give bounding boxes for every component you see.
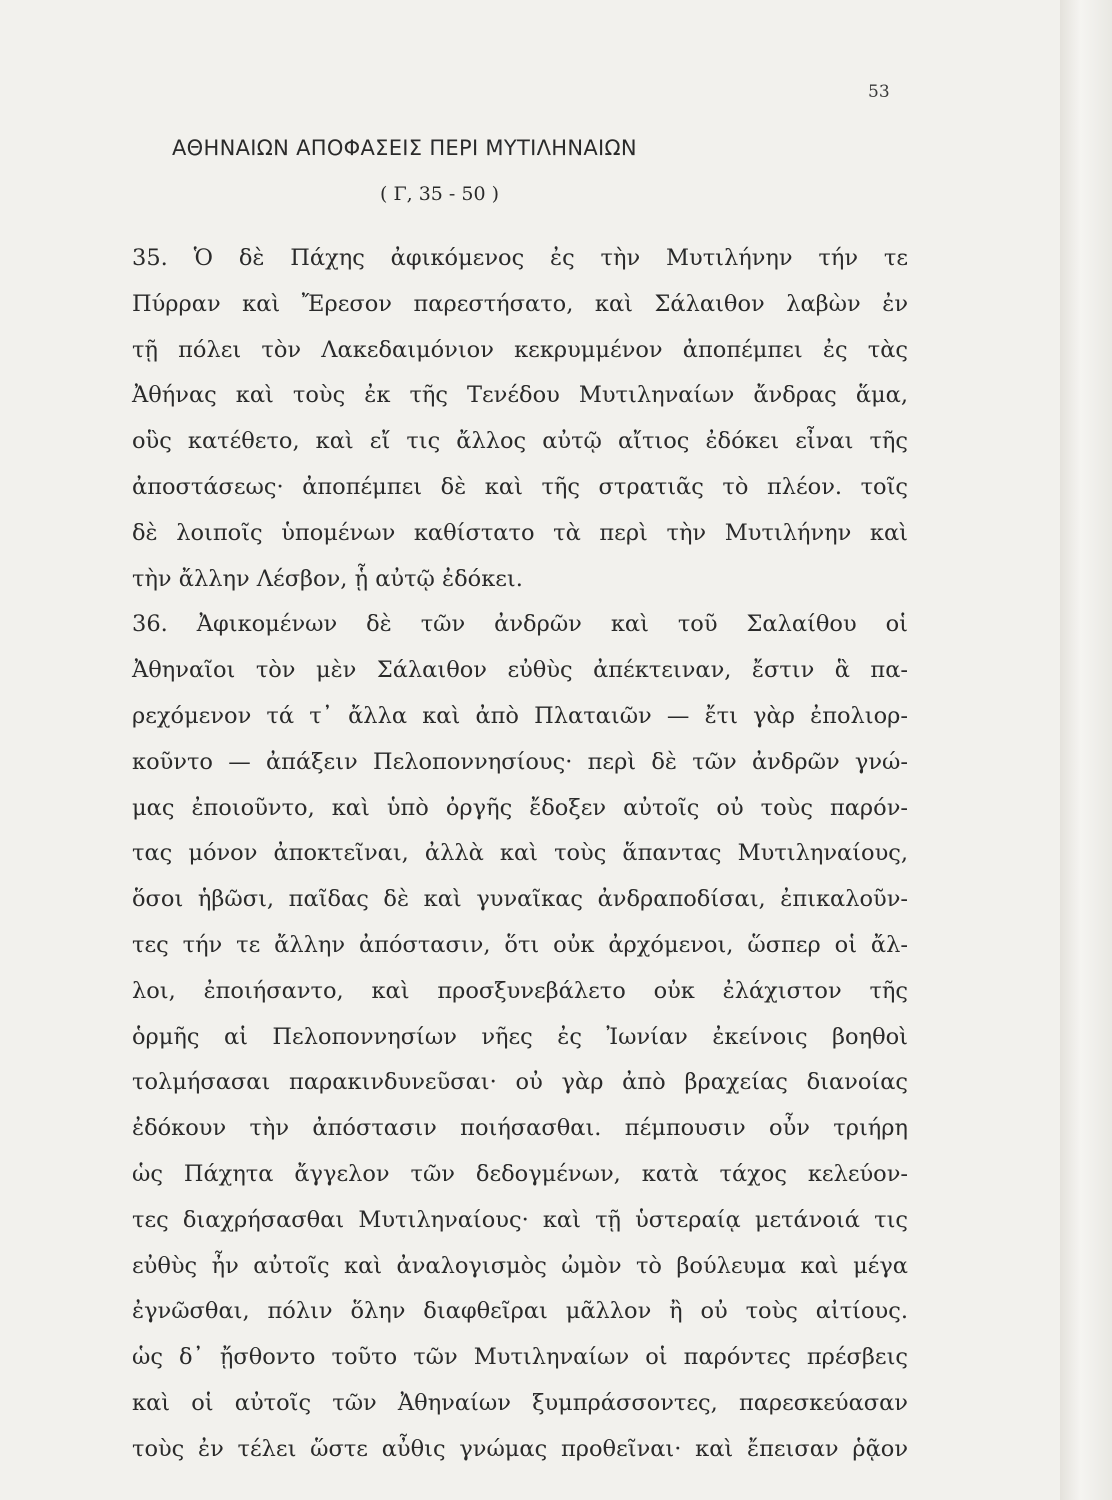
text-line: δὲ λοιποῖς ὑπομένων καθίστατο τὰ περὶ τὴν Μυτιλήνην καὶ: [132, 519, 908, 546]
text-line: ἀποστάσεως· ἀποπέμπει δὲ καὶ τῆς στρατιᾶς τὸ πλέον. τοῖς: [132, 473, 908, 500]
text-line: τες τήν τε ἄλλην ἀπόστασιν, ὅτι οὐκ ἀρχόμενοι, ὥσπερ οἱ ἄλ-: [132, 931, 908, 958]
text-line: ὅσοι ἡβῶσι, παῖδας δὲ καὶ γυναῖκας ἀνδραποδίσαι, ἐπικαλοῦν-: [132, 886, 908, 913]
text-line: ὡς Πάχητα ἄγγελον τῶν δεδογμένων, κατὰ τάχος κελεύον-: [132, 1160, 908, 1187]
text-line: μας ἐποιοῦντο, καὶ ὑπὸ ὀργῆς ἔδοξεν αὐτοῖς οὐ τοὺς παρόν-: [132, 794, 908, 821]
text-line: τὴν ἄλλην Λέσβον, ᾗ αὐτῷ ἐδόκει.: [132, 565, 523, 592]
chapter-range: ( Γ, 35 - 50 ): [380, 183, 500, 205]
text-line: τας μόνον ἀποκτεῖναι, ἀλλὰ καὶ τοὺς ἅπαντας Μυτιληναίους,: [132, 840, 908, 867]
text-line: ἐδόκουν τὴν ἀπόστασιν ποιήσασθαι. πέμπουσιν οὖν τριήρη: [132, 1115, 908, 1142]
text-line: 35. Ὁ δὲ Πάχης ἀφικόμενος ἐς τὴν Μυτιλήνην τήν τε: [132, 245, 908, 271]
text-line: Ἀθήνας καὶ τοὺς ἐκ τῆς Τενέδου Μυτιληναίων ἄνδρας ἅμα,: [132, 382, 908, 409]
text-line: τῇ πόλει τὸν Λακεδαιμόνιον κεκρυμμένον ἀποπέμπει ἐς τὰς: [132, 336, 908, 363]
text-line: κοῦντο — ἀπάξειν Πελοποννησίους· περὶ δὲ τῶν ἀνδρῶν γνώ-: [132, 748, 908, 775]
text-line: ἐγνῶσθαι, πόλιν ὅλην διαφθεῖραι μᾶλλον ἢ οὐ τοὺς αἰτίους.: [132, 1298, 908, 1325]
text-body: [132, 236, 908, 1473]
text-line: οὓς κατέθετο, καὶ εἴ τις ἄλλος αὐτῷ αἴτιος ἐδόκει εἶναι τῆς: [132, 428, 908, 455]
text-line: ρεχόμενον τά τ᾽ ἄλλα καὶ ἀπὸ Πλαταιῶν — ἔτι γὰρ ἐπολιορ-: [132, 702, 908, 729]
text-line: 36. Ἀφικομένων δὲ τῶν ἀνδρῶν καὶ τοῦ Σαλαίθου οἱ: [132, 611, 908, 638]
text-line: τοὺς ἐν τέλει ὥστε αὖθις γνώμας προθεῖναι· καὶ ἔπεισαν ῥᾷον: [132, 1435, 908, 1462]
text-line: τολμήσασαι παρακινδυνεῦσαι· οὐ γὰρ ἀπὸ βραχείας διανοίας: [132, 1069, 908, 1096]
text-line: Ἀθηναῖοι τὸν μὲν Σάλαιθον εὐθὺς ἀπέκτειναν, ἔστιν ἃ πα-: [132, 657, 908, 684]
text-line: καὶ οἱ αὐτοῖς τῶν Ἀθηναίων ξυμπράσσοντες, παρεσκεύασαν: [132, 1389, 908, 1416]
text-line: ὡς δ᾽ ᾔσθοντο τοῦτο τῶν Μυτιληναίων οἱ παρόντες πρέσβεις: [132, 1344, 908, 1371]
chapter-heading: ΑΘΗΝΑΙΩΝ ΑΠΟΦΑΣΕΙΣ ΠΕΡΙ ΜΥΤΙΛΗΝΑΙΩΝ: [172, 136, 637, 160]
text-line: λοι, ἐποιήσαντο, καὶ προσξυνεβάλετο οὐκ ἐλάχιστον τῆς: [132, 977, 908, 1004]
text-line: εὐθὺς ἦν αὐτοῖς καὶ ἀναλογισμὸς ὠμὸν τὸ βούλευμα καὶ μέγα: [132, 1252, 908, 1279]
book-gutter: [1060, 0, 1112, 1500]
text-line: τες διαχρήσασθαι Μυτιληναίους· καὶ τῇ ὑστεραίᾳ μετάνοιά τις: [132, 1206, 908, 1233]
text-line: Πύρραν καὶ Ἔρεσον παρεστήσατο, καὶ Σάλαιθον λαβὼν ἐν: [132, 290, 908, 317]
text-line: ὁρμῆς αἱ Πελοποννησίων νῆες ἐς Ἰωνίαν ἐκείνοις βοηθοὶ: [132, 1023, 908, 1050]
page-number: 53: [868, 82, 890, 102]
